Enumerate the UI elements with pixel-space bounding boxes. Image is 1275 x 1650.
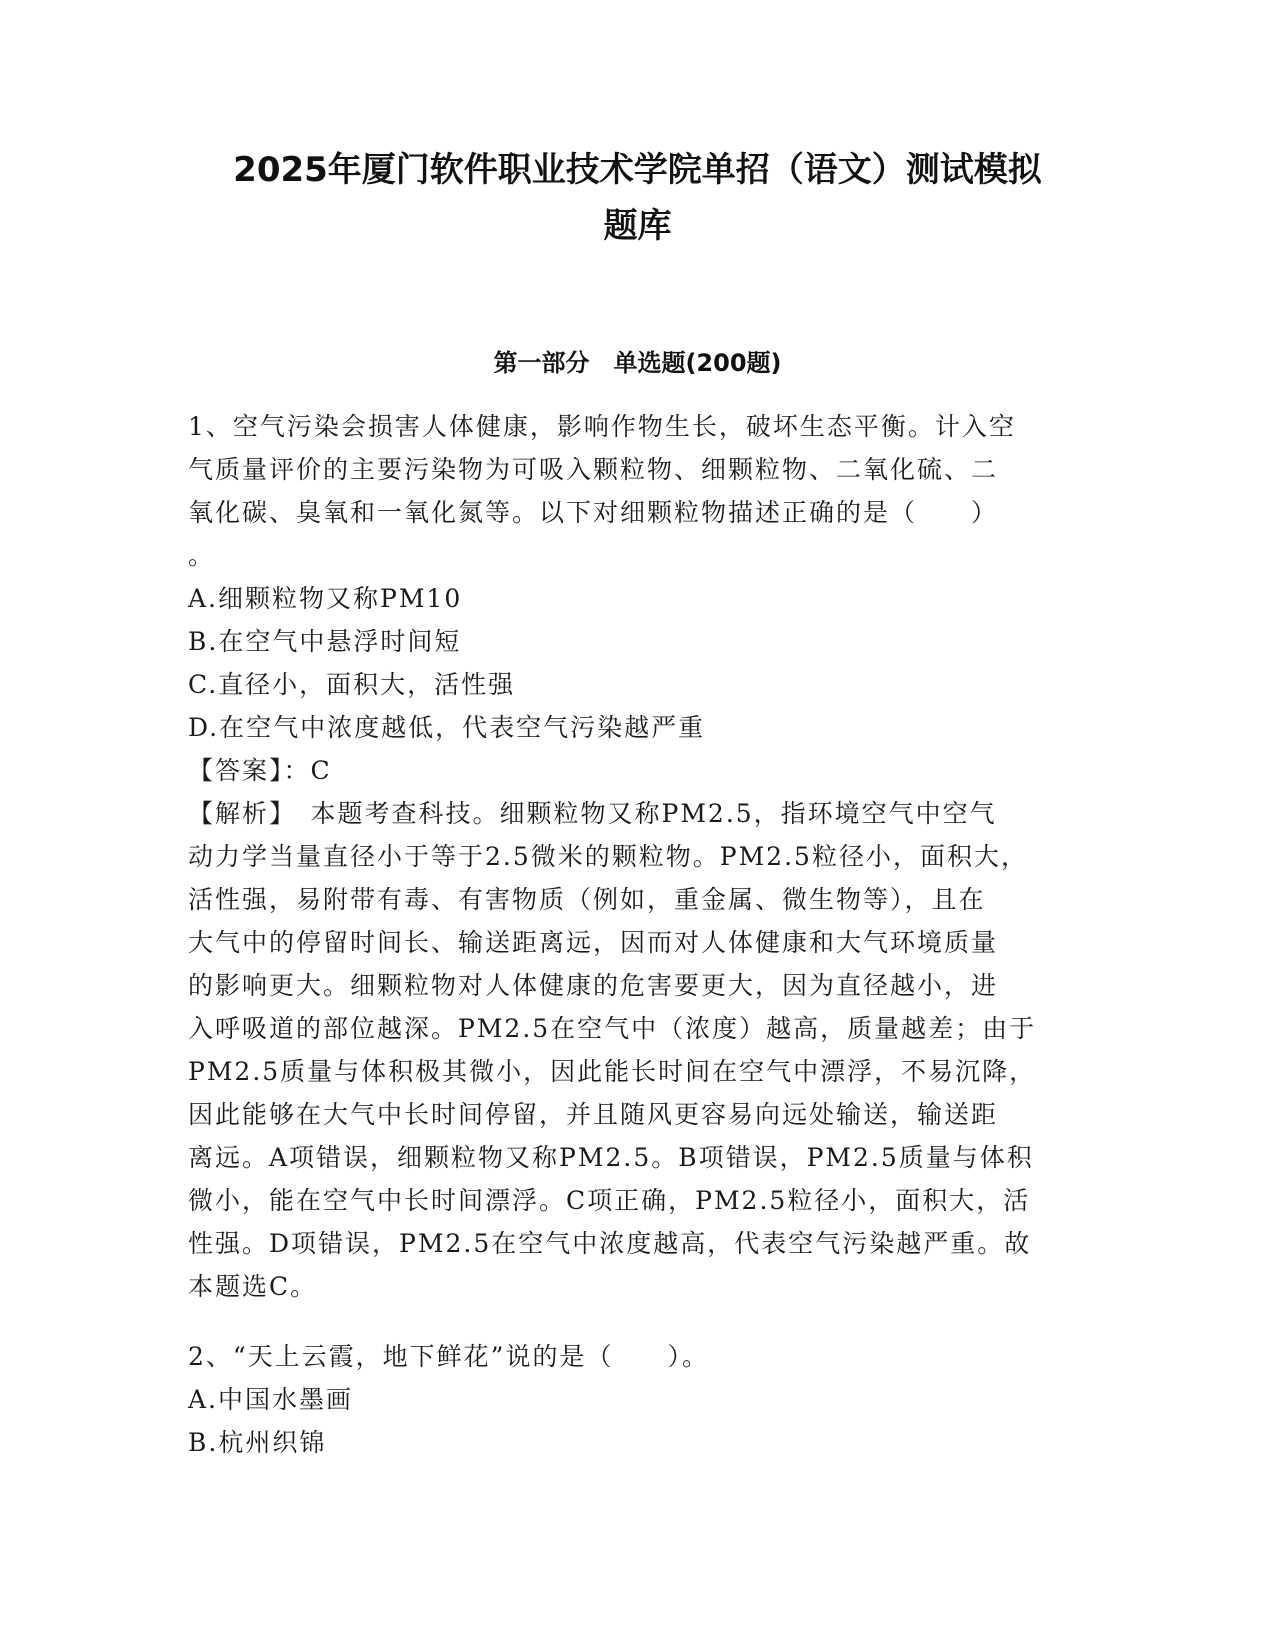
question-1-analysis-line: 因此能够在大气中长时间停留，并且随风更容易向远处输送，输送距 [188, 1100, 999, 1129]
question-1-analysis-line: 性强。D项错误，PM2.5在空气中浓度越高，代表空气污染越严重。故 [188, 1229, 1032, 1258]
question-1-option-b: B.在空气中悬浮时间短 [188, 627, 462, 656]
question-1-analysis-line: 入呼吸道的部位越深。PM2.5在空气中（浓度）越高，质量越差；由于 [188, 1014, 1037, 1043]
question-1-analysis-line: 离远。A项错误，细颗粒物又称PM2.5。B项错误，PM2.5质量与体积 [188, 1143, 1034, 1172]
question-2-option-b: B.杭州织锦 [188, 1428, 327, 1457]
section-heading: 第一部分 单选题(200题) [493, 349, 782, 377]
question-1-analysis-line: PM2.5质量与体积极其微小，因此能长时间在空气中漂浮，不易沉降， [188, 1057, 1037, 1086]
question-1-stem-line: 气质量评价的主要污染物为可吸入颗粒物、细颗粒物、二氧化硫、二 [188, 455, 999, 484]
question-1-analysis-line: 动力学当量直径小于等于2.5微米的颗粒物。PM2.5粒径小，面积大， [188, 842, 1028, 871]
question-1-analysis-line: 【解析】 本题考查科技。细颗粒物又称PM2.5，指环境空气中空气 [188, 799, 997, 828]
question-2 [188, 1335, 1093, 1464]
question-1 [188, 405, 1093, 1308]
question-1-analysis-line: 大气中的停留时间长、输送距离远，因而对人体健康和大气环境质量 [188, 928, 999, 957]
question-1-stem-line: 氧化碳、臭氧和一氧化氮等。以下对细颗粒物描述正确的是（ ） [188, 498, 999, 527]
question-1-analysis-line: 的影响更大。细颗粒物对人体健康的危害要更大，因为直径越小，进 [188, 971, 999, 1000]
document-title-line-1: 2025年厦门软件职业技术学院单招（语文）测试模拟 [233, 150, 1042, 190]
question-1-option-a: A.细颗粒物又称PM10 [188, 584, 463, 613]
document-title [180, 142, 1095, 254]
question-1-analysis-line: 本题选C。 [188, 1272, 318, 1301]
question-1-analysis-line: 微小，能在空气中长时间漂浮。C项正确，PM2.5粒径小，面积大，活 [188, 1186, 1031, 1215]
question-1-option-c: C.直径小，面积大，活性强 [188, 670, 516, 699]
document-title-line-2: 题库 [603, 206, 672, 246]
question-1-answer: 【答案】：C [188, 756, 332, 785]
question-1-option-d: D.在空气中浓度越低，代表空气污染越严重 [188, 713, 706, 742]
question-2-option-a: A.中国水墨画 [188, 1385, 354, 1414]
question-2-stem: 2、“天上云霞，地下鲜花”说的是（ ）。 [188, 1342, 709, 1371]
question-1-analysis-line: 活性强，易附带有毒、有害物质（例如，重金属、微生物等），且在 [188, 885, 986, 914]
question-1-stem-line: 。 [188, 541, 216, 570]
question-1-stem-line: 1、空气污染会损害人体健康，影响作物生长，破坏生态平衡。计入空 [188, 412, 1016, 441]
